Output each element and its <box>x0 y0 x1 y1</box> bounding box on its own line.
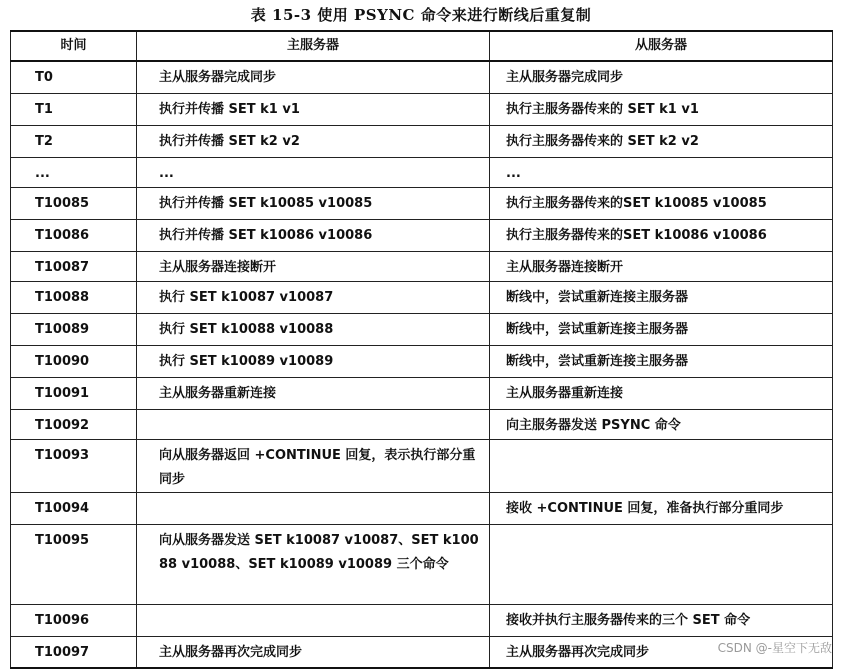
slave-cell: 执行主服务器传来的 SET k2 v2 <box>490 125 833 157</box>
slave-cell: 断线中，尝试重新连接主服务器 <box>490 313 833 345</box>
master-cell: 执行 SET k10089 v10089 <box>137 345 490 377</box>
time-cell: T10086 <box>11 219 137 251</box>
table-row <box>11 492 833 524</box>
table-row <box>11 125 833 157</box>
master-cell: 执行并传播 SET k2 v2 <box>137 125 490 157</box>
table-row <box>11 524 833 604</box>
csdn-watermark: CSDN @-星空下无敌 <box>717 641 832 655</box>
time-cell: T10094 <box>11 492 137 524</box>
table-row <box>11 313 833 345</box>
slave-cell: 主从服务器重新连接 <box>490 377 833 409</box>
master-cell: 向从服务器返回 +CONTINUE 回复，表示执行部分重同步 <box>137 439 490 492</box>
master-cell: 主从服务器连接断开 <box>137 251 490 281</box>
master-cell: 执行并传播 SET k10086 v10086 <box>137 219 490 251</box>
table-row <box>11 251 833 281</box>
slave-cell: 接收并执行主服务器传来的三个 SET 命令 <box>490 604 833 636</box>
master-cell <box>137 604 490 636</box>
slave-cell: 主从服务器完成同步 <box>490 61 833 93</box>
time-cell: T10085 <box>11 187 137 219</box>
time-cell: T10088 <box>11 281 137 313</box>
master-cell: 执行并传播 SET k10085 v10085 <box>137 187 490 219</box>
header-time: 时间 <box>11 31 137 61</box>
master-cell: ... <box>137 157 490 187</box>
psync-table <box>10 30 833 669</box>
table-row <box>11 636 833 668</box>
time-cell: T2 <box>11 125 137 157</box>
time-cell: T0 <box>11 61 137 93</box>
master-cell: 执行 SET k10087 v10087 <box>137 281 490 313</box>
slave-cell <box>490 439 833 492</box>
slave-cell: 执行主服务器传来的SET k10085 v10085 <box>490 187 833 219</box>
time-cell: T10090 <box>11 345 137 377</box>
slave-cell: 主从服务器再次完成同步 <box>490 636 833 668</box>
slave-cell: 主从服务器连接断开 <box>490 251 833 281</box>
table-row <box>11 187 833 219</box>
header-master: 主服务器 <box>137 31 490 61</box>
slave-cell: 执行主服务器传来的SET k10086 v10086 <box>490 219 833 251</box>
time-cell: T10097 <box>11 636 137 668</box>
master-cell: 主从服务器再次完成同步 <box>137 636 490 668</box>
time-cell: T10095 <box>11 524 137 604</box>
master-cell: 主从服务器重新连接 <box>137 377 490 409</box>
slave-cell: 接收 +CONTINUE 回复，准备执行部分重同步 <box>490 492 833 524</box>
time-cell: T10092 <box>11 409 137 439</box>
slave-cell: 执行主服务器传来的 SET k1 v1 <box>490 93 833 125</box>
time-cell: ... <box>11 157 137 187</box>
slave-cell: 向主服务器发送 PSYNC 命令 <box>490 409 833 439</box>
header-slave: 从服务器 <box>490 31 833 61</box>
table-row <box>11 61 833 93</box>
table-row <box>11 93 833 125</box>
master-cell: 主从服务器完成同步 <box>137 61 490 93</box>
time-cell: T10087 <box>11 251 137 281</box>
master-cell: 执行并传播 SET k1 v1 <box>137 93 490 125</box>
time-cell: T10091 <box>11 377 137 409</box>
time-cell: T10089 <box>11 313 137 345</box>
time-cell: T10096 <box>11 604 137 636</box>
slave-cell: ... <box>490 157 833 187</box>
table-row <box>11 439 833 492</box>
master-cell: 向从服务器发送 SET k10087 v10087、SET k10088 v10088、SET k10089 v10089 三个命令 <box>137 524 490 604</box>
table-row <box>11 219 833 251</box>
master-cell: 执行 SET k10088 v10088 <box>137 313 490 345</box>
table-row <box>11 345 833 377</box>
table-row <box>11 157 833 187</box>
table-title: 表 15-3 使用 PSYNC 命令来进行断线后重复制 <box>250 6 592 24</box>
slave-cell: 断线中，尝试重新连接主服务器 <box>490 281 833 313</box>
time-cell: T10093 <box>11 439 137 492</box>
table-row <box>11 281 833 313</box>
slave-cell <box>490 524 833 604</box>
table-row <box>11 377 833 409</box>
master-cell <box>137 409 490 439</box>
time-cell: T1 <box>11 93 137 125</box>
table-row <box>11 604 833 636</box>
table-row <box>11 409 833 439</box>
slave-cell: 断线中，尝试重新连接主服务器 <box>490 345 833 377</box>
table-header-row <box>11 31 833 61</box>
master-cell <box>137 492 490 524</box>
